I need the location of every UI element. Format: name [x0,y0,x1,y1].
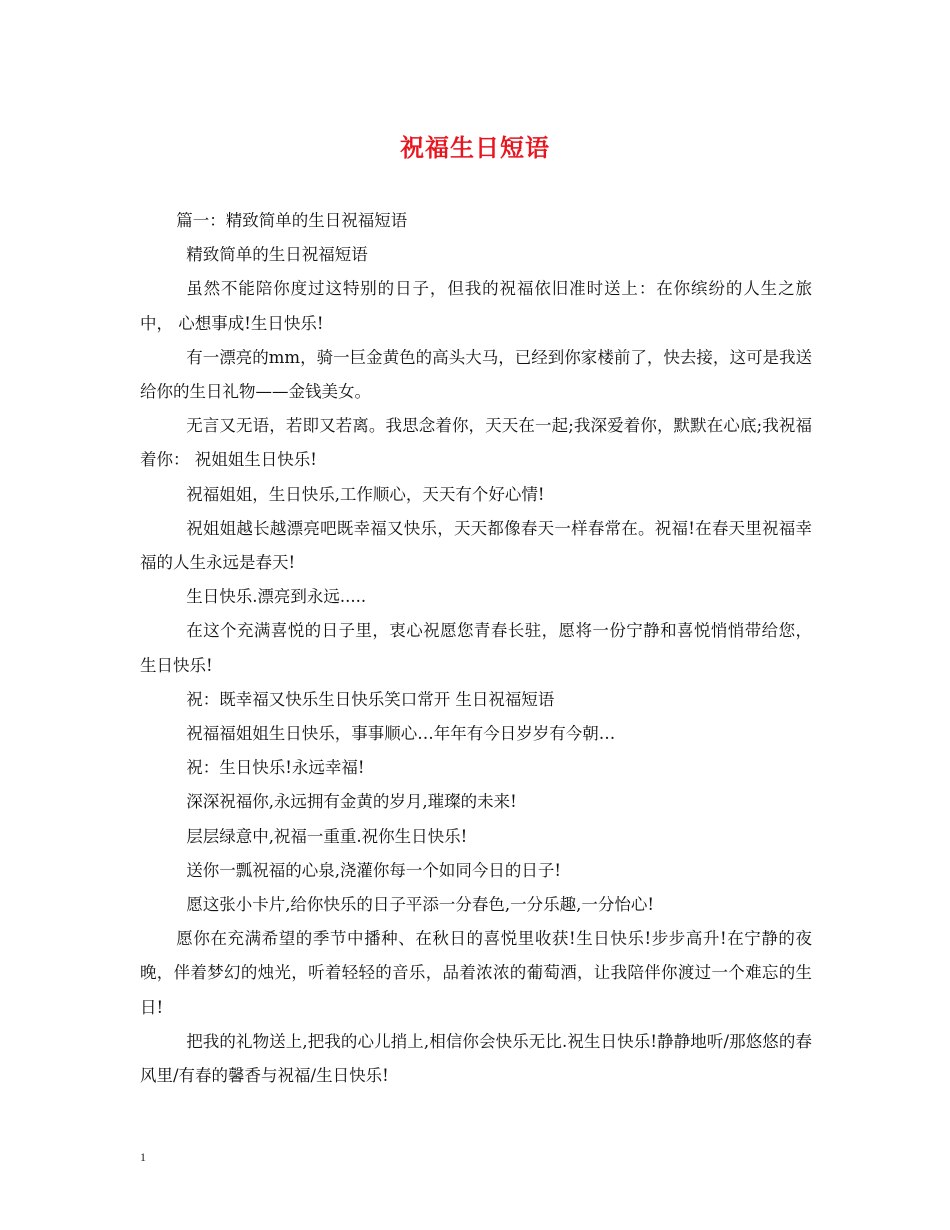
paragraph: 祝：既幸福又快乐生日快乐笑口常开 生日祝福短语 [186,689,555,709]
paragraph: 层层绿意中,祝福一重重.祝你生日快乐! [186,826,468,846]
paragraph: 虽然不能陪你度过这特别的日子，但我的祝福依旧准时送上：在你缤纷的人生之旅中， 心想事成!生日快乐! [140,279,812,333]
paragraph: 深深祝福你,永远拥有金黄的岁月,璀璨的未来! [186,792,517,812]
paragraph: 祝：生日快乐!永远幸福! [186,758,365,778]
paragraph: 在这个充满喜悦的日子里，衷心祝愿您青春长驻，愿将一份宁静和喜悦悄悄带给您，生日快乐! [140,621,812,675]
paragraph: 愿这张小卡片,给你快乐的日子平添一分春色,一分乐趣,一分怡心! [186,895,655,915]
paragraph: 有一漂亮的mm，骑一巨金黄色的高头大马，已经到你家楼前了，快去接，这可是我送给你的生日礼物——金钱美女。 [140,347,812,402]
paragraph: 无言又无语，若即又若离。我思念着你，天天在一起;我深爱着你，默默在心底;我祝福着你： 祝姐姐生日快乐! [140,416,812,470]
paragraph: 送你一瓢祝福的心泉,浇灌你每一个如同今日的日子! [186,860,562,880]
paragraph: 把我的礼物送上,把我的心儿捎上,相信你会快乐无比.祝生日快乐!静静地听/那悠悠的春风里/有春的馨香与祝福/生日快乐! [140,1031,812,1086]
document-body [140,204,812,1093]
paragraph: 祝福姐姐，生日快乐,工作顺心，天天有个好心情! [186,484,545,504]
document-title: 祝福生日短语 [400,133,550,162]
page-number: 1 [140,1150,146,1164]
paragraph: 愿你在充满希望的季节中播种、在秋日的喜悦里收获!生日快乐!步步高升!在宁静的夜晚，伴着梦幻的烛光，听着轻轻的音乐，品着浓浓的葡萄酒，让我陪伴你渡过一个难忘的生日! [140,929,812,1017]
paragraph: 祝姐姐越长越漂亮吧既幸福又快乐，天天都像春天一样春常在。祝福!在春天里祝福幸福的人生永远是春天! [140,518,812,573]
paragraph: 精致简单的生日祝福短语 [186,245,368,265]
paragraph: 祝福福姐姐生日快乐，事事顺心…年年有今日岁岁有今朝… [186,724,616,744]
paragraph: 生日快乐.漂亮到永远..... [186,587,367,607]
paragraph: 篇一：精致简单的生日祝福短语 [176,211,408,230]
